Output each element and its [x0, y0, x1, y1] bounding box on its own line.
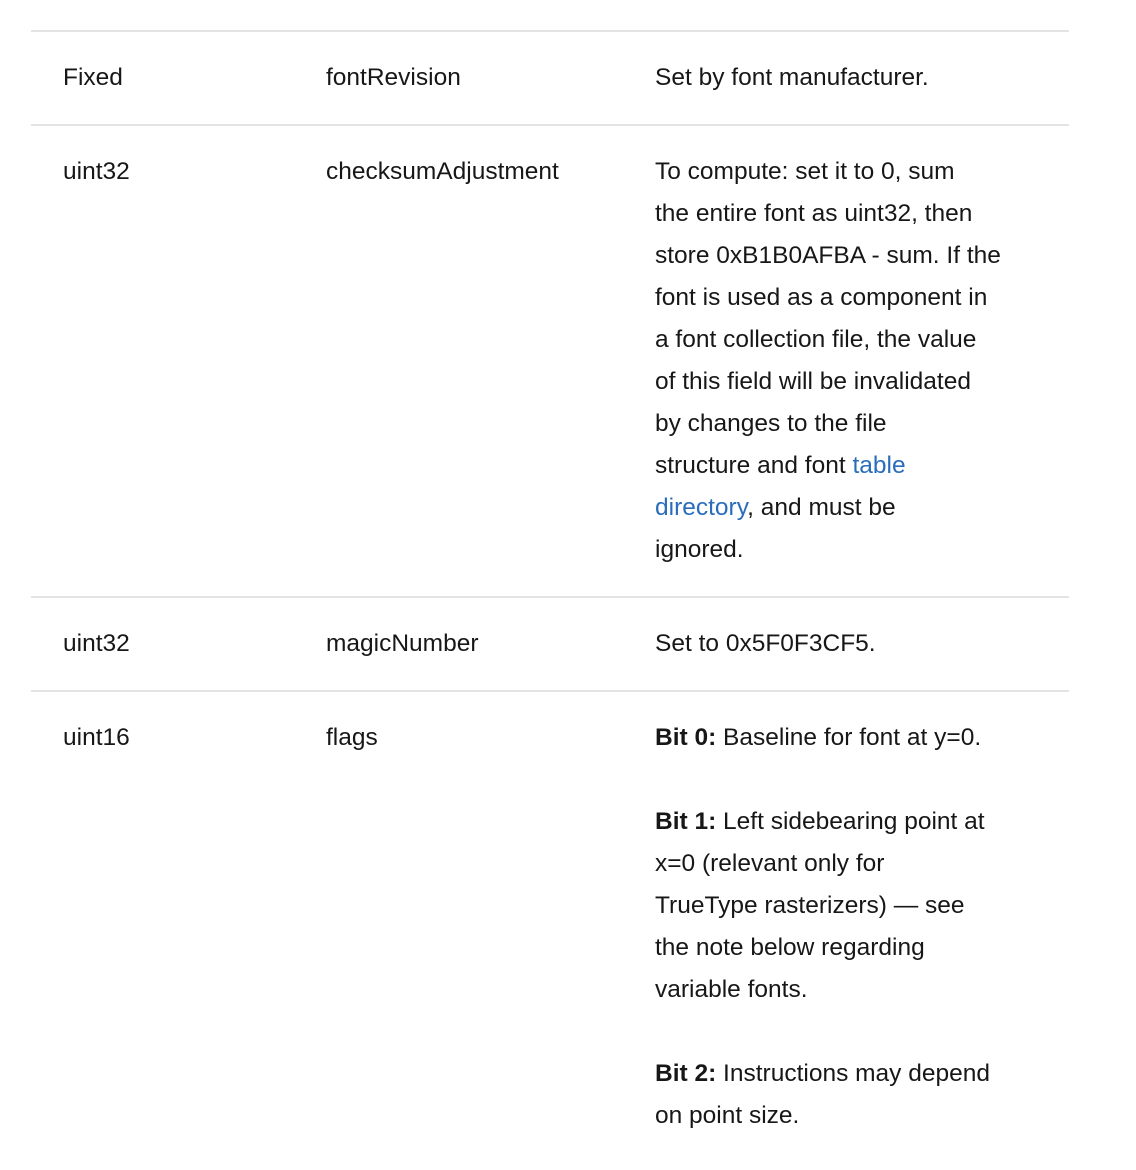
description-line: [655, 487, 1065, 529]
bit-label: Bit 0:: [655, 724, 717, 751]
description-text: font is used as a component in: [655, 284, 988, 311]
description-text: by changes to the file: [655, 410, 887, 437]
bit-label: Bit 2:: [655, 1060, 717, 1087]
description-cell: [655, 623, 1065, 665]
description-text: Set to 0x5F0F3CF5.: [655, 630, 876, 657]
name-cell: fontRevision: [326, 64, 461, 91]
name-cell: checksumAdjustment: [326, 158, 559, 185]
description-text: on point size.: [655, 1102, 800, 1129]
table-directory-link[interactable]: table: [852, 452, 906, 479]
bit-1-line: [655, 801, 1065, 843]
description-text: To compute: set it to 0, sum: [655, 158, 955, 185]
table-row: [31, 598, 1069, 692]
description-text: x=0 (relevant only for: [655, 850, 885, 877]
description-cell: [655, 717, 1065, 1137]
description-text: Instructions may depend: [716, 1060, 990, 1087]
table-row: [31, 32, 1069, 126]
name-cell: flags: [326, 724, 378, 751]
description-text: structure and font: [655, 452, 853, 479]
description-text: TrueType rasterizers) — see: [655, 892, 965, 919]
description-cell: [655, 151, 1065, 571]
description-text: of this field will be invalidated: [655, 368, 971, 395]
description-text: ignored.: [655, 536, 744, 563]
bit-label: Bit 1:: [655, 808, 717, 835]
bit-2-line: [655, 1053, 1065, 1095]
table-row: [31, 126, 1069, 598]
type-cell: uint16: [63, 724, 130, 751]
type-cell: uint32: [63, 630, 130, 657]
description-cell: [655, 57, 1065, 99]
description-text: Set by font manufacturer.: [655, 64, 929, 91]
header-fields-table: [31, 30, 1069, 1162]
type-cell: uint32: [63, 158, 130, 185]
description-text: Baseline for font at y=0.: [716, 724, 982, 751]
description-text: a font collection file, the value: [655, 326, 977, 353]
bit-0-line: [655, 717, 1065, 759]
description-text: store 0xB1B0AFBA - sum. If the: [655, 242, 1001, 269]
name-cell: magicNumber: [326, 630, 479, 657]
description-text: variable fonts.: [655, 976, 808, 1003]
description-text: Left sidebearing point at: [716, 808, 985, 835]
table-directory-link[interactable]: directory: [655, 494, 748, 521]
description-text: , and must be: [747, 494, 896, 521]
description-text: the note below regarding: [655, 934, 925, 961]
description-text: the entire font as uint32, then: [655, 200, 973, 227]
table-row: [31, 692, 1069, 1162]
type-cell: Fixed: [63, 64, 123, 91]
description-line: [655, 445, 1065, 487]
